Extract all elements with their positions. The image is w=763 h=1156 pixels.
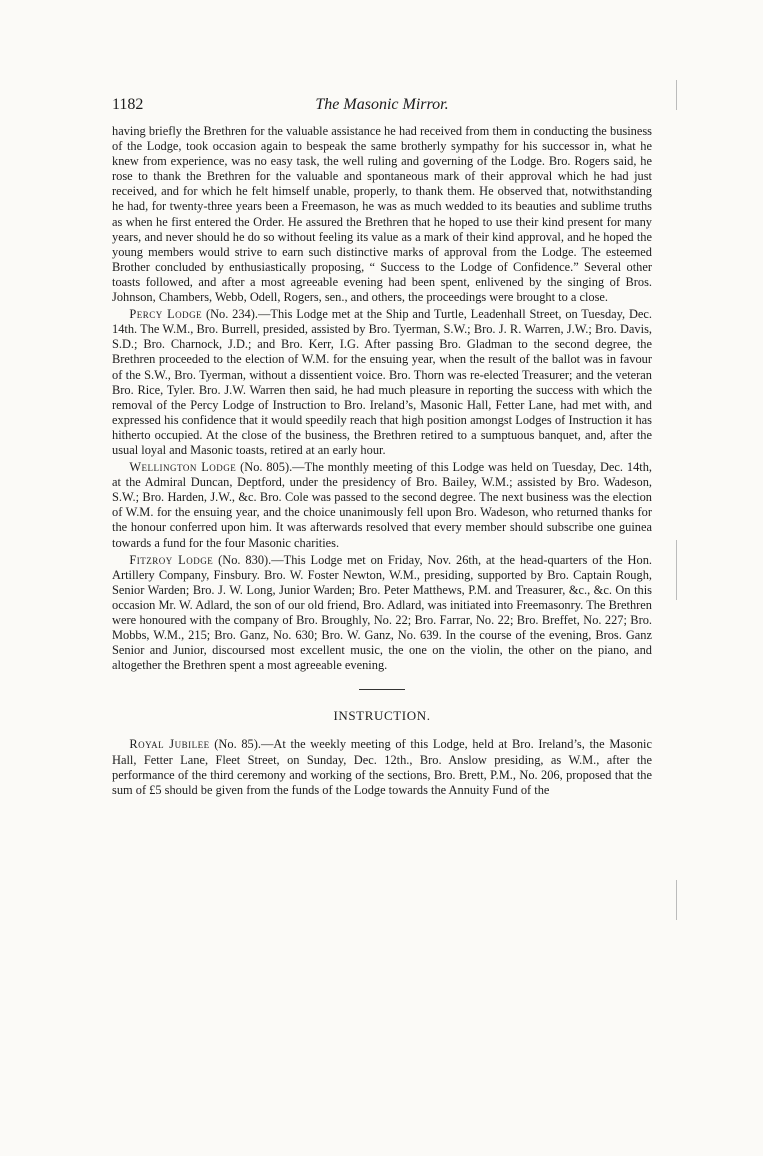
paragraph-fitzroy-lodge <box>112 553 652 674</box>
section-heading: INSTRUCTION. <box>333 708 431 724</box>
paragraph-body: (No. 234).—This Lodge met at the Ship and Turtle, Leadenhall Street, on Tuesday, Dec. 14th. The W.M., Bro. Burrell, presided, assisted by Bro. Tyerman, S.W.; Bro. J. R. Warren, J.W.; Bro. Davis, S.D.; Bro. Charnock, J.D.; and Bro. Kerr, I.G. After passing Bro. Gladman to the second degree, the Brethren proceeded to the election of W.M. for the ensuing year, when the result of the ballot was in favour of the S.W., Bro. Tyerman, without a dissentient voice. Bro. Thorn was re-elected Treasurer; and the veteran Bro. Rice, Tyler. Bro. J.W. Warren then said, he had much pleasure in reporting the success with which the removal of the Percy Lodge of Instruction to Bro. Ireland’s, Masonic Hall, Fetter Lane, had met with, and expressed his confidence that it would speedily reach that high position amongst Lodges of Instruction it has hitherto occupied. At the close of the business, the Brethren retired to a sumptuous banquet, and, after the usual loyal and Masonic toasts, retired at an early hour. <box>112 307 653 457</box>
paragraph-body: (No. 830).—This Lodge met on Friday, Nov. 26th, at the head-quarters of the Hon. Artillery Company, Finsbury. Bro. W. Foster Newton, W.M., presiding, supported by Bro. Captain Rough, Senior Warden; Bro. J. W. Long, Junior Warden; Bro. Peter Matthews, P.M. and Treasurer, &c., &c. On this occasion Mr. W. Adlard, the son of our old friend, Bro. Adlard, was initiated into Freemasonry. The Brethren were honoured with the company of Bro. Broughly, No. 22; Bro. Farrar, No. 22; Bro. Breffet, No. 227; Bro. Mobbs, W.M., 215; Bro. Ganz, No. 630; Bro. W. Ganz, No. 639. In the course of the evening, Bros. Ganz Senior and Junior, discoursed most excellent music, the one on the violin, the other on the piano, and altogether the Brethren spent a most agreeable evening. <box>112 552 652 673</box>
page-number: 1182 <box>112 96 144 113</box>
paragraph-body: (No. 805).—The monthly meeting of this Lodge was held on Tuesday, Dec. 14th, at the Admiral Duncan, Deptford, under the presidency of Bro. Bailey, W.M.; assisted by Bro. Wadeson, S.W.; Bro. Harden, J.W., &c. Bro. Cole was passed to the second degree. The next business was the election of W.M. for the ensuing year, and the choice unanimously fell upon Bro. Wadeson, who returned thanks for the honour conferred upon him. It was afterwards resolved that every member should subscribe one guinea towards a fund for the four Masonic charities. <box>112 460 652 550</box>
paragraph-percy-lodge <box>112 307 652 458</box>
paragraph-royal-jubilee <box>112 737 652 797</box>
paragraph-body: (No. 85).—At the weekly meeting of this Lodge, held at Bro. Ireland’s, the Masonic Hall, Fetter Lane, Fleet Street, on Sunday, Dec. 12th., Bro. Anslow presiding, as W.M., after the performance of the third ceremony and working of the sections, Bro. Brett, P.M., No. 206, proposed that the sum of £5 should be given from the funds of the Lodge towards the Annuity Fund of the <box>112 737 652 797</box>
section-divider <box>359 689 405 690</box>
lodge-name: Fitzroy Lodge <box>129 552 214 567</box>
page-header <box>112 96 652 120</box>
margin-mark <box>676 80 677 110</box>
text-column <box>112 124 652 798</box>
lodge-name: Royal Jubilee <box>129 737 210 752</box>
lodge-name: Wellington Lodge <box>129 460 237 475</box>
margin-mark <box>676 880 677 920</box>
lodge-name: Percy Lodge <box>129 307 203 322</box>
running-title: The Masonic Mirror. <box>315 96 449 113</box>
paragraph-wellington-lodge <box>112 460 652 551</box>
margin-mark <box>676 540 677 600</box>
paragraph-continuation: having briefly the Brethren for the valuable assistance he had received from them in conducting the business of the Lodge, took occasion again to bespeak the same brotherly sympathy for his successor in, what he knew from experience, was no easy task, the well ruling and governing of the Lodge. Bro. Rogers said, he rose to thank the Brethren for the valuable and spontaneous mark of their approval which he had just received, and for which he felt himself unable, properly, to thank them. He observed that, notwithstanding he had, for twenty-three years been a Freemason, he was as much wedded to its beauties and sublime truths as when he first entered the Order. He assured the Brethren that he hoped to use their kind present for many years, and never should he do so without feeling its value as a mark of their kind approval, and he hoped the young members would strive to earn such distinctive marks of approval from the Lodge. The esteemed Brother concluded by enthusiastically proposing, “ Success to the Lodge of Confidence.” Several other toasts followed, and after a most agreeable evening had been spent, enlivened by the singing of Bros. Johnson, Chambers, Webb, Odell, Rogers, sen., and others, the proceedings were brought to a close. <box>112 124 652 305</box>
